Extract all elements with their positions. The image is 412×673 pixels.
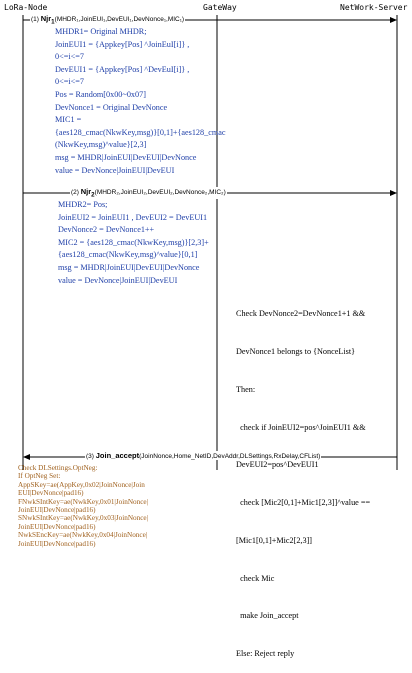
server-line: Check DevNonce2=DevNonce1+1 && (236, 309, 366, 319)
block2-line: {aes128_cmac(NkwKey,msg)^value}[0,1] (58, 250, 198, 260)
node-key-derivation-block (18, 464, 148, 548)
server-line: check [Mic2[0,1]+Mic1[2,3]]^value == (236, 498, 371, 508)
block1-line: 0<=i<=7 (55, 52, 84, 62)
server-line: DevEUI2=pos^DevEUI1 (236, 460, 319, 470)
message-njr1-label: (1) Njr$_1$(MHDR₁,JoinEUI₁,DevEUI₁,DevNonce₁,MIC₁) (31, 14, 185, 26)
message-join-accept-label: (3) Join_accept(JoinNonce,Home_NetID,DevAddr,DLSettings,RxDelay,CFList) (86, 451, 321, 460)
njr1-computation-block (55, 26, 225, 177)
server-line: make Join_accept (236, 611, 299, 621)
server-line: [Mic1[0,1]+Mic2[2,3]] (236, 535, 313, 545)
block2-line: MIC2 = {aes128_cmac(NkwKey,msg)}[2,3]+ (58, 237, 209, 247)
node-line: JoinEUI|DevNonce|pad16) (18, 522, 96, 531)
block1-line: {aes128_cmac(NkwKey,msg)}[0,1]+{aes128_cmac (55, 127, 226, 137)
block1-line: MIC1 = (55, 115, 82, 125)
node-line: AppSKey=ae(AppKey,0x02|JoinNonce|Join (18, 480, 145, 489)
node-line: EUI|DevNonce|pad16) (18, 489, 84, 498)
node-line: NwkSEncKey=ae(NwkKey,0x04|JoinNonce| (18, 531, 148, 540)
block2-line: msg = MHDR|JoinEUI|DevEUI|DevNonce (58, 262, 200, 272)
block2-line: JoinEUI2 = JoinEUI1 , DevEUI2 = DevEUI1 (58, 212, 208, 222)
block1-line: value = DevNonce|JoinEUI|DevEUI (55, 165, 175, 175)
header-network-server: NetWork-Server (340, 3, 408, 12)
block1-line: msg = MHDR|JoinEUI|DevEUI|DevNonce (55, 152, 197, 162)
node-line: FNwkSIntKey=ae(NwkKey,0x01|JoinNonce| (18, 497, 149, 506)
node-line: JoinEUI|DevNonce|pad16) (18, 506, 96, 515)
server-line: check if JoinEUI2=pos^JoinEUI1 && (236, 422, 366, 432)
block1-line: 0<=i<=7 (55, 77, 84, 87)
block2-line: DevNonce2 = DevNonce1++ (58, 225, 155, 235)
server-verification-block (236, 283, 370, 673)
server-line: Then: (236, 384, 256, 394)
header-lora-node: LoRa-Node (4, 3, 48, 12)
node-line: Check DLSettings.OptNeg: (18, 464, 98, 472)
server-line: check Mic (236, 573, 275, 583)
server-line: Else: Reject reply (236, 649, 295, 659)
node-line: JoinEUI|DevNonce|pad16) (18, 539, 96, 548)
message-njr2-label: (2) Njr$_2$(MHDR₂,JoinEUI₂,DevEUI₂,DevNonce₂,MIC₂) (71, 187, 226, 199)
header-gateway: GateWay (203, 3, 237, 12)
block1-line: (NkwKey,msg)^value}[2,3] (55, 140, 147, 150)
block1-line: DevEUI1 = {Appkey[Pos] ^DevEuI[i]} , (55, 64, 190, 74)
njr2-computation-block (58, 199, 209, 287)
block1-line: JoinEUI1 = {Appkey[Pos] ^JoinEuI[i]} , (55, 39, 190, 49)
node-line: SNwkSIntKey=ae(NwkKey,0x03|JoinNonce| (18, 514, 149, 523)
block1-line: Pos = Random[0x00~0x07] (55, 89, 146, 99)
block2-line: value = DevNonce|JoinEUI|DevEUI (58, 275, 178, 285)
block1-line: DevNonce1 = Original DevNonce (55, 102, 168, 112)
server-line: DevNonce1 belongs to {NonceList} (236, 346, 356, 356)
block1-line: MHDR1= Original MHDR; (55, 27, 147, 36)
block2-line: MHDR2= Pos; (58, 200, 108, 209)
node-line: If OptNeg Set: (18, 472, 61, 481)
